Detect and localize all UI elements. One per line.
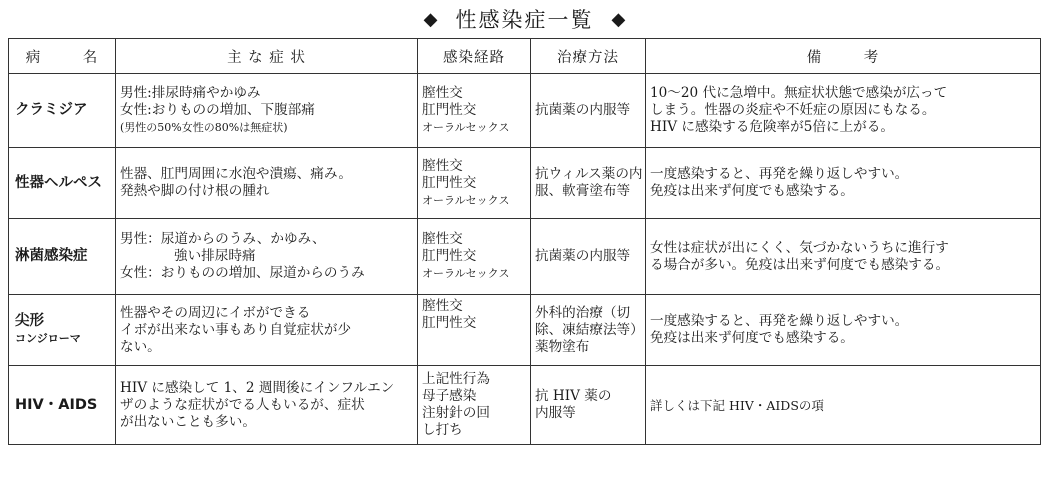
route-cell: 膣性交 肛門性交 オーラルセックス xyxy=(418,219,531,295)
header-notes: 備 考 xyxy=(646,39,1041,74)
diamond-icon: ◆ xyxy=(423,8,438,30)
disease-name: 性器ヘルペス xyxy=(9,148,116,219)
table-row xyxy=(9,366,1041,445)
header-symptoms: 主 な 症 状 xyxy=(116,39,418,74)
title-text: 性感染症一覧 xyxy=(455,8,594,32)
table-header-row xyxy=(9,39,1041,74)
symptoms-cell: 男性:排尿時痛やかゆみ 女性:おりものの増加、下腹部痛 (男性の50%女性の80%は無症状) xyxy=(116,74,418,148)
table-row xyxy=(9,295,1041,366)
disease-name: 尖形 コンジローマ xyxy=(9,295,116,366)
header-disease: 病 名 xyxy=(9,39,116,74)
disease-name: 淋菌感染症 xyxy=(9,219,116,295)
header-treatment: 治療方法 xyxy=(531,39,646,74)
route-cell: 膣性交 肛門性交 xyxy=(418,295,531,366)
symptoms-cell: HIV に感染して 1、2 週間後にインフルエン ザのような症状がでる人もいるが、症状 が出ないことも多い。 xyxy=(116,366,418,445)
treatment-cell: 外科的治療（切 除、凍結療法等） 薬物塗布 xyxy=(531,295,646,366)
route-cell: 膣性交 肛門性交 オーラルセックス xyxy=(418,148,531,219)
treatment-cell: 抗ウィルス薬の内 服、軟膏塗布等 xyxy=(531,148,646,219)
header-route: 感染経路 xyxy=(418,39,531,74)
route-cell: 膣性交 肛門性交 オーラルセックス xyxy=(418,74,531,148)
table-row xyxy=(9,148,1041,219)
std-table xyxy=(8,38,1041,445)
diamond-icon: ◆ xyxy=(611,8,626,30)
route-cell: 上記性行為 母子感染 注射針の回 し打ち xyxy=(418,366,531,445)
symptoms-cell: 性器やその周辺にイボができる イボが出来ない事もあり自覚症状が少 ない。 xyxy=(116,295,418,366)
treatment-cell: 抗 HIV 薬の 内服等 xyxy=(531,366,646,445)
notes-cell: 女性は症状が出にくく、気づかないうちに進行す る場合が多い。免疫は出来ず何度でも感染する。 xyxy=(646,219,1041,295)
treatment-cell: 抗菌薬の内服等 xyxy=(531,74,646,148)
table-row xyxy=(9,74,1041,148)
page-title xyxy=(0,4,1049,34)
symptoms-cell: 男性：尿道からのうみ、かゆみ、 強い排尿時痛 女性：おりものの増加、尿道からのうみ xyxy=(116,219,418,295)
disease-name: HIV・AIDS xyxy=(9,366,116,445)
disease-name: クラミジア xyxy=(9,74,116,148)
treatment-cell: 抗菌薬の内服等 xyxy=(531,219,646,295)
symptoms-cell: 性器、肛門周囲に水泡や潰瘍、痛み。 発熱や脚の付け根の腫れ xyxy=(116,148,418,219)
notes-cell: 詳しくは下記 HIV・AIDSの項 xyxy=(646,366,1041,445)
notes-cell: 一度感染すると、再発を繰り返しやすい。 免疫は出来ず何度でも感染する。 xyxy=(646,295,1041,366)
table-row xyxy=(9,219,1041,295)
notes-cell: 一度感染すると、再発を繰り返しやすい。 免疫は出来ず何度でも感染する。 xyxy=(646,148,1041,219)
notes-cell: 10～20 代に急増中。無症状状態で感染が広って しまう。性器の炎症や不妊症の原因にもなる。 HIV に感染する危険率が5倍に上がる。 xyxy=(646,74,1041,148)
